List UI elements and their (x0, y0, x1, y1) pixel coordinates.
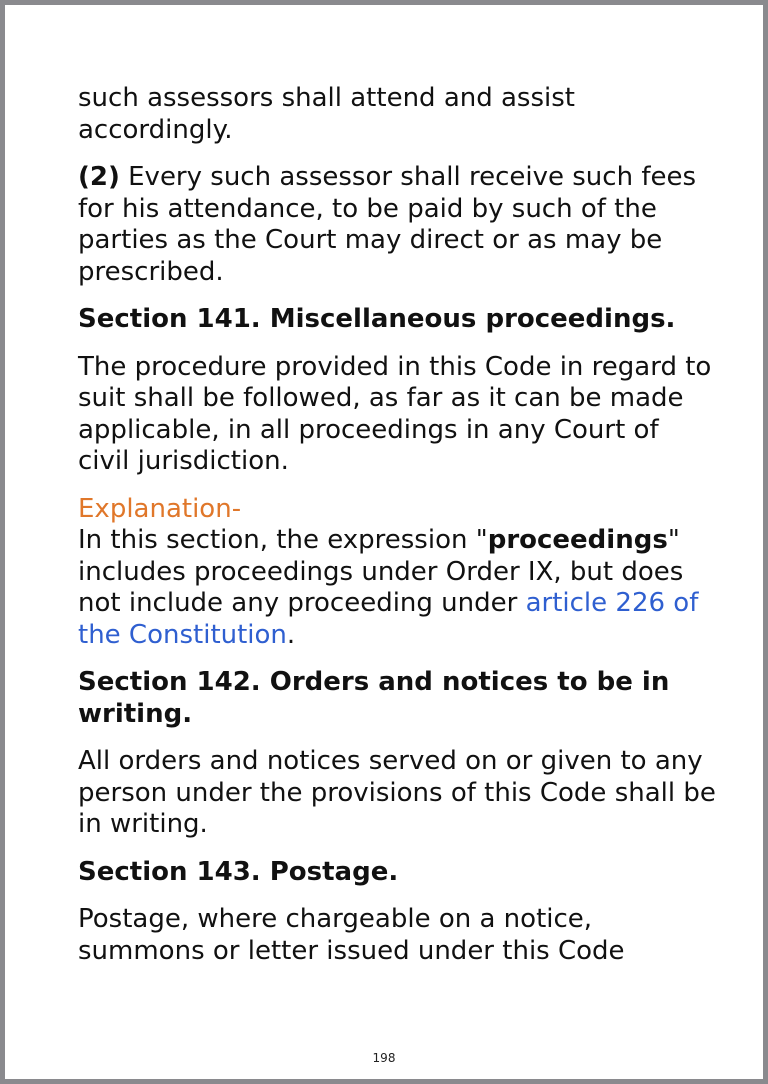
paragraph-continuation: such assessors shall attend and assist accordingly. (78, 83, 575, 145)
section-143-text: Postage, where chargeable on a notice, summons or letter issued under this Code (78, 904, 625, 966)
section-141-heading: Section 141. Miscellaneous proceedings. (78, 304, 676, 334)
explanation-end: . (286, 619, 296, 650)
section-143-heading: Section 143. Postage. (78, 856, 399, 887)
document-page (5, 5, 763, 1079)
subsection-text: Every such assessor shall receive such fees for his attendance, to be paid by such of the parties as the Court may direct or as may be prescribed. (78, 162, 697, 287)
explanation-mid: " includes proceedings under Order IX, but does not include any proceeding under (78, 525, 684, 618)
page-content (78, 83, 718, 967)
constitution-link[interactable]: article 226 of the Constitution (78, 588, 699, 650)
explanation-text (78, 525, 718, 651)
page-number: 198 (372, 1051, 396, 1065)
section-142-text: All orders and notices served on or given to any person under the provisions of this Code shall be in writing. (78, 746, 716, 839)
explanation-label: Explanation- (78, 493, 242, 524)
explanation-pre: In this section, the expression " (78, 525, 488, 555)
subsection-2 (78, 162, 718, 288)
explanation-term: proceedings (487, 525, 668, 555)
section-142-heading: Section 142. Orders and notices to be in writing. (78, 667, 670, 729)
section-141-text: The procedure provided in this Code in regard to suit shall be followed, as far as it can be made applicable, in all proceedings in any Court of civil jurisdiction. (78, 351, 712, 476)
subsection-number: (2) (78, 162, 120, 192)
